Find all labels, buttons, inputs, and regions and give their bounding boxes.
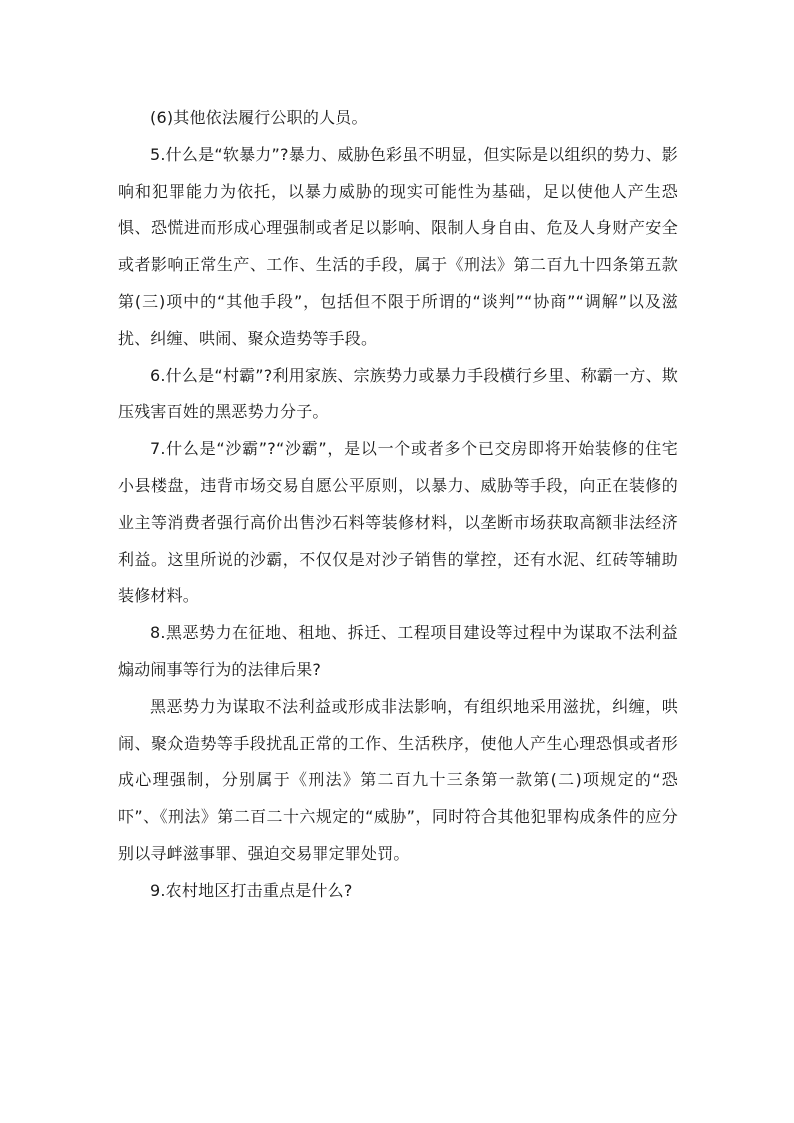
paragraph-answer-8: 黑恶势力为谋取不法利益或形成非法影响，有组织地采用滋扰，纠缠，哄闹、聚众造势等手段扰乱正常的工作、生活秩序，使他人产生心理恐惧或者形成心理强制，分别属于《刑法》第二百九十三条第一款第(二)项规定的“恐吓”、《刑法》第二百二十六规定的“威胁”，同时符合其他犯罪构成条件的应分别以寻衅滋事罪、强迫交易罪定罪处罚。 [118,696,678,863]
paragraph-item-6: (6)其他依法履行公职的人员。 [150,108,368,127]
paragraph-question-9: 9.农村地区打击重点是什么? [150,880,353,900]
paragraph-question-8: 8.黑恶势力在征地、租地、拆迁、工程项目建设等过程中为谋取不法利益煽动闹事等行为的法律后果? [118,623,678,679]
paragraph-sand-bully: 7.什么是“沙霸”?“沙霸”，是以一个或者多个已交房即将开始装修的住宅小县楼盘，违背市场交易自愿公平原则，以暴力、威胁等手段，向正在装修的业主等消费者强行高价出售沙石料等装修材料，以垄断市场获取高额非法经济利益。这里所说的沙霸，不仅仅是对沙子销售的掌控，还有水泥、红砖等辅助装修材料。 [118,439,678,606]
paragraph-soft-violence: 5.什么是“软暴力”?暴力、威胁色彩虽不明显，但实际是以组织的势力、影响和犯罪能力为依托，以暴力威胁的现实可能性为基础，足以使他人产生恐惧、恐慌进而形成心理强制或者足以影响、限制人身自由、危及人身财产安全或者影响正常生产、工作、生活的手段，属于《刑法》第二百九十四条第五款第(三)项中的“其他手段”，包括但不限于所谓的“谈判”“协商”“调解”以及滋扰、纠缠、哄闹、聚众造势等手段。 [118,144,678,348]
paragraph-village-bully: 6.什么是“村霸”?利用家族、宗族势力或暴力手段横行乡里、称霸一方、欺压残害百姓的黑恶势力分子。 [118,365,678,422]
document-body [118,100,678,910]
